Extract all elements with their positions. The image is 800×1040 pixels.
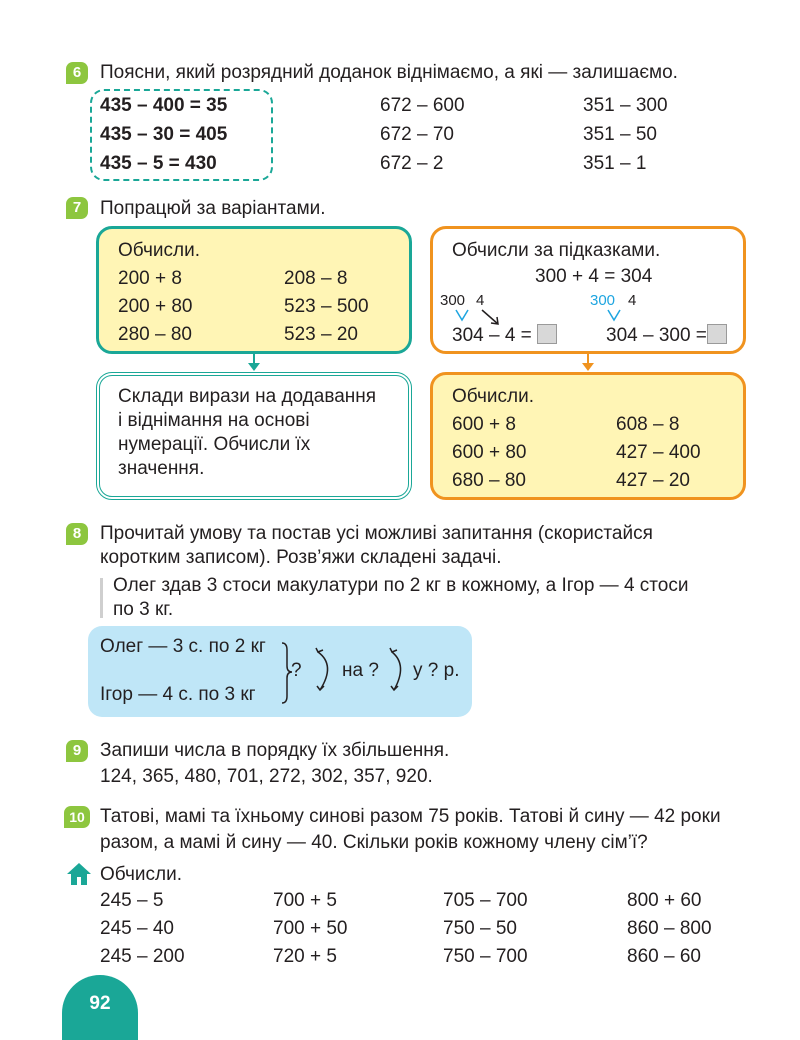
expression: 600 + 8 bbox=[452, 414, 516, 435]
scheme-ratio: у ? р. bbox=[413, 660, 460, 681]
page-number: 92 bbox=[89, 993, 111, 1014]
worked-example: 435 – 5 = 430 bbox=[100, 153, 217, 174]
expression: 523 – 500 bbox=[284, 296, 369, 317]
down-arrow-icon bbox=[578, 354, 598, 372]
expression: 280 – 80 bbox=[118, 324, 192, 345]
expression: 860 – 800 bbox=[627, 918, 712, 939]
expression bbox=[606, 324, 727, 347]
expression-text: 304 – 300 = bbox=[606, 325, 707, 346]
task-instruction: Поясни, який розрядний доданок віднімаємо, а які — залишаємо. bbox=[100, 62, 678, 83]
scheme-row: Ігор — 4 с. по 3 кг bbox=[100, 684, 256, 705]
scheme-difference: на ? bbox=[342, 660, 379, 681]
page-number-tab bbox=[62, 975, 138, 1040]
hint-number: 300 bbox=[440, 292, 466, 309]
task-number-badge: 6 bbox=[66, 62, 88, 84]
hint-number: 300 bbox=[590, 292, 616, 309]
problem-text: Олег здав 3 стоси макулатури по 2 кг в кожному, а Ігор — 4 стоси bbox=[113, 575, 689, 596]
task-instruction: Запиши числа в порядку їх збільшення. bbox=[100, 740, 450, 761]
example-equation: 300 + 4 = 304 bbox=[535, 266, 653, 287]
number-list: 124, 365, 480, 701, 272, 302, 357, 920. bbox=[100, 766, 433, 787]
expression: 523 – 20 bbox=[284, 324, 358, 345]
expression: 680 – 80 bbox=[452, 470, 526, 491]
task-number-badge: 10 bbox=[64, 806, 90, 828]
expression: 700 + 50 bbox=[273, 918, 348, 939]
card-title: Обчисли за підказками. bbox=[452, 240, 661, 261]
card-title: Обчисли. bbox=[452, 386, 535, 407]
expression: 351 – 300 bbox=[583, 95, 668, 116]
homework-title: Обчисли. bbox=[100, 864, 183, 885]
expression: 750 – 50 bbox=[443, 918, 517, 939]
task-instruction: коротким записом). Розв’яжи складені задачі. bbox=[100, 547, 502, 568]
task-instruction: Попрацюй за варіантами. bbox=[100, 198, 326, 219]
expression: 200 + 80 bbox=[118, 296, 193, 317]
task-number-badge: 7 bbox=[66, 197, 88, 219]
worked-example: 435 – 30 = 405 bbox=[100, 124, 228, 145]
scheme-row: Олег — 3 с. по 2 кг bbox=[100, 636, 266, 657]
quote-bar bbox=[100, 578, 103, 618]
card-title: Обчисли. bbox=[118, 240, 201, 261]
expression: 672 – 600 bbox=[380, 95, 465, 116]
task-number-badge: 8 bbox=[66, 523, 88, 545]
answer-box[interactable] bbox=[537, 324, 557, 344]
home-icon bbox=[66, 862, 92, 886]
expression: 608 – 8 bbox=[616, 414, 680, 435]
expression: 700 + 5 bbox=[273, 890, 337, 911]
expression: 800 + 60 bbox=[627, 890, 702, 911]
task-number-badge: 9 bbox=[66, 740, 88, 762]
problem-text: по 3 кг. bbox=[113, 599, 174, 620]
hint-number: 4 bbox=[628, 292, 637, 309]
card-text-line: і віднімання на основі bbox=[118, 410, 310, 431]
expression: 750 – 700 bbox=[443, 946, 528, 967]
card-text-line: нумерації. Обчисли їх bbox=[118, 434, 311, 455]
expression bbox=[452, 324, 557, 347]
worked-example: 435 – 400 = 35 bbox=[100, 95, 228, 116]
hint-number: 4 bbox=[476, 292, 485, 309]
expression: 720 + 5 bbox=[273, 946, 337, 967]
expression: 245 – 40 bbox=[100, 918, 174, 939]
expression: 208 – 8 bbox=[284, 268, 348, 289]
expression: 672 – 70 bbox=[380, 124, 454, 145]
expression: 200 + 8 bbox=[118, 268, 182, 289]
card-text-line: значення. bbox=[118, 458, 205, 479]
expression: 860 – 60 bbox=[627, 946, 701, 967]
task-instruction: Татові, мамі та їхньому синові разом 75 років. Татові й сину — 42 роки bbox=[100, 806, 721, 827]
card-text-line: Склади вирази на додавання bbox=[118, 386, 377, 407]
down-arrow-icon bbox=[244, 354, 264, 372]
task-instruction: Прочитай умову та постав усі можливі запитання (скористайся bbox=[100, 523, 653, 544]
expression: 672 – 2 bbox=[380, 153, 444, 174]
answer-box[interactable] bbox=[707, 324, 727, 344]
expression-text: 304 – 4 = bbox=[452, 325, 532, 346]
expression: 427 – 20 bbox=[616, 470, 690, 491]
expression: 427 – 400 bbox=[616, 442, 701, 463]
expression: 245 – 200 bbox=[100, 946, 185, 967]
expression: 351 – 50 bbox=[583, 124, 657, 145]
task-instruction: разом, а мамі й сину — 40. Скільки років кожному члену сім’ї? bbox=[100, 832, 648, 853]
scheme-question: ? bbox=[291, 660, 302, 681]
expression: 245 – 5 bbox=[100, 890, 164, 911]
expression: 600 + 80 bbox=[452, 442, 527, 463]
expression: 705 – 700 bbox=[443, 890, 528, 911]
expression: 351 – 1 bbox=[583, 153, 647, 174]
